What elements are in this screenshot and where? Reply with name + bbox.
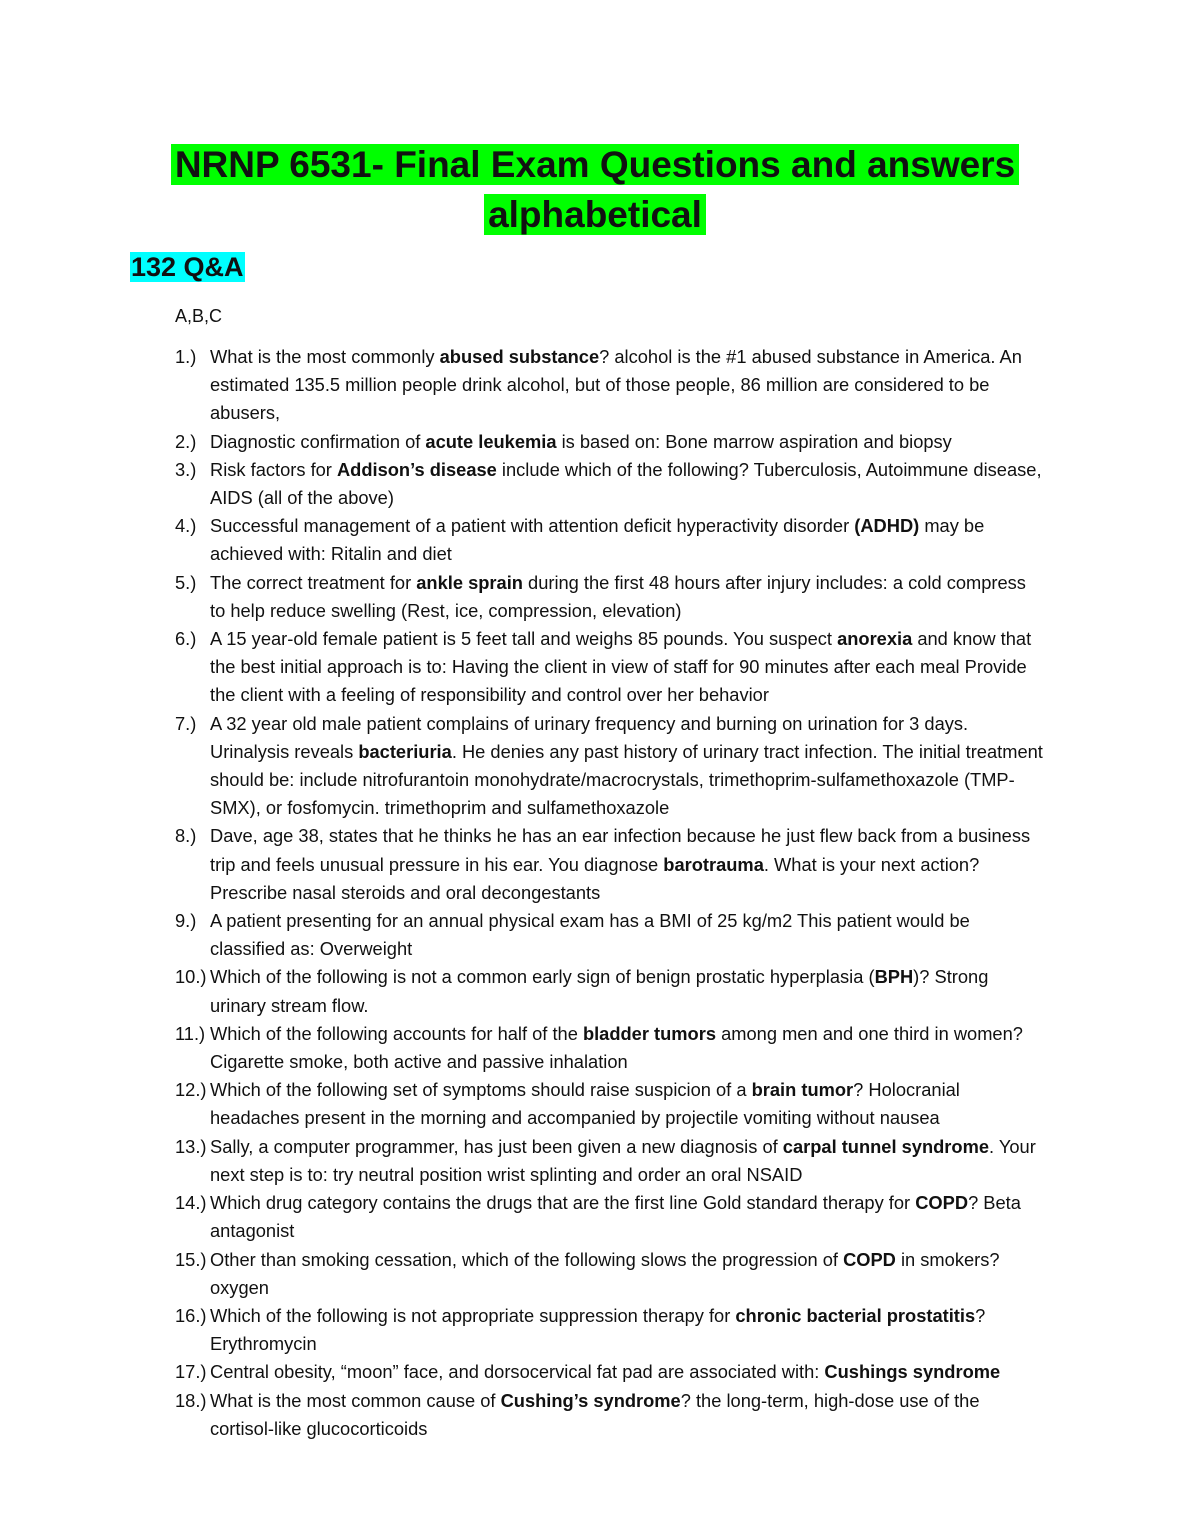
question-text-after: . What is your next action? Prescribe nasal steroids and oral decongestants bbox=[210, 853, 980, 903]
section-letters-label: A,B,C bbox=[175, 306, 223, 326]
question-text-before: What is the most common cause of bbox=[210, 1389, 501, 1411]
question-text-after: in smokers? oxygen bbox=[210, 1248, 1000, 1298]
question-keyword: BPH bbox=[874, 966, 914, 988]
question-text-before: A 32 year old male patient complains of urinary frequency and burning on urination for 3 days. Urinalysis reveals bbox=[210, 712, 969, 762]
question-text bbox=[210, 1361, 1000, 1382]
question-text-before: Which drug category contains the drugs that are the first line Gold standard therapy for bbox=[210, 1192, 916, 1214]
question-text-after: ? alcohol is the #1 abused substance in America. An estimated 135.5 million people drink alcohol, but of those people, 86 million are considered to be abusers, bbox=[210, 346, 1022, 424]
question-item bbox=[0, 428, 1190, 456]
question-text-after: ? Holocranial headaches present in the morning and accompanied by projectile vomiting without nausea bbox=[210, 1079, 960, 1129]
question-number: 3.) bbox=[175, 458, 197, 480]
question-keyword: chronic bacterial prostatitis bbox=[735, 1304, 976, 1326]
question-item bbox=[0, 907, 1190, 963]
question-text-after: ? Erythromycin bbox=[210, 1304, 986, 1355]
question-text bbox=[210, 1023, 1023, 1072]
question-text bbox=[210, 825, 1030, 902]
question-number: 2.) bbox=[175, 430, 197, 452]
question-number: 1.) bbox=[175, 346, 197, 367]
question-item bbox=[0, 1246, 1190, 1302]
question-text-before: The correct treatment for bbox=[210, 571, 417, 593]
question-text-after: ? the long-term, high-dose use of the cortisol-like glucocorticoids bbox=[210, 1389, 980, 1439]
question-number: 9.) bbox=[175, 910, 197, 932]
question-text-before: A patient presenting for an annual physical exam has a BMI of 25 kg/m2 This patient would be classified as: Overweight bbox=[210, 910, 970, 960]
question-number: 17.) bbox=[175, 1361, 207, 1383]
question-text-after: . He denies any past history of urinary tract infection. The initial treatment should be: include nitrofurantoin monohydrate/macrocrystals, trimethoprim-sulfamethoxazole (TMP-SMX), or fosfomycin. trimethoprim and sulfamethoxazole bbox=[210, 740, 1043, 819]
question-text bbox=[210, 1305, 985, 1354]
question-text-after: during the first 48 hours after injury includes: a cold compress to help reduce swelling (Rest, ice, compression, elevation) bbox=[210, 571, 1026, 621]
question-keyword: brain tumor bbox=[751, 1079, 854, 1101]
question-item bbox=[0, 1189, 1190, 1245]
question-number: 15.) bbox=[175, 1248, 207, 1270]
question-text-after: may be achieved with: Ritalin and diet bbox=[210, 515, 985, 565]
question-keyword: bladder tumors bbox=[582, 1022, 717, 1044]
question-number: 4.) bbox=[175, 515, 197, 537]
question-text-before: Central obesity, “moon” face, and dorsocervical fat pad are associated with: bbox=[210, 1361, 825, 1383]
question-item bbox=[0, 1358, 1190, 1386]
question-list bbox=[0, 343, 1190, 1443]
question-text-before: Sally, a computer programmer, has just been given a new diagnosis of bbox=[210, 1135, 783, 1157]
question-text-after: among men and one third in women? Cigarette smoke, both active and passive inhalation bbox=[210, 1022, 1023, 1073]
question-item bbox=[0, 343, 1190, 428]
question-item bbox=[0, 1387, 1190, 1443]
question-keyword: carpal tunnel syndrome bbox=[782, 1135, 990, 1157]
question-text bbox=[210, 515, 984, 564]
question-item bbox=[0, 1133, 1190, 1189]
question-number: 5.) bbox=[175, 571, 197, 593]
question-text bbox=[210, 1249, 1000, 1298]
question-keyword: Addison’s disease bbox=[336, 458, 497, 480]
question-keyword: ankle sprain bbox=[416, 571, 523, 593]
question-keyword: barotrauma bbox=[663, 853, 764, 875]
question-text bbox=[210, 1192, 1021, 1241]
question-count-heading bbox=[130, 250, 245, 284]
question-text-before: What is the most commonly bbox=[210, 346, 440, 367]
question-keyword: COPD bbox=[843, 1248, 896, 1270]
question-text-before: Dave, age 38, states that he thinks he has an ear infection because he just flew back from a business trip and feels unusual pressure in his ear. You diagnose bbox=[210, 825, 1031, 875]
question-item bbox=[0, 1302, 1190, 1358]
question-text bbox=[210, 966, 988, 1015]
question-text bbox=[210, 713, 1043, 819]
question-number: 10.) bbox=[175, 966, 207, 988]
question-keyword: (ADHD) bbox=[854, 515, 920, 537]
question-text-before: Which of the following is not a common early sign of benign prostatic hyperplasia ( bbox=[210, 966, 875, 988]
question-item bbox=[0, 710, 1190, 823]
title-line-2: alphabetical bbox=[484, 194, 706, 235]
question-item bbox=[0, 822, 1190, 907]
question-item bbox=[0, 456, 1190, 512]
question-text-before: Successful management of a patient with attention deficit hyperactivity disorder bbox=[210, 515, 855, 537]
question-number: 7.) bbox=[175, 712, 197, 734]
question-text-after: )? Strong urinary stream flow. bbox=[210, 966, 989, 1016]
question-text-before: Which of the following set of symptoms should raise suspicion of a bbox=[210, 1079, 752, 1101]
question-keyword: Cushing’s syndrome bbox=[500, 1389, 681, 1411]
question-text-after: ? Beta antagonist bbox=[210, 1192, 1021, 1242]
question-keyword: abused substance bbox=[439, 346, 600, 367]
question-text bbox=[210, 910, 970, 959]
question-keyword: COPD bbox=[915, 1192, 969, 1214]
question-number: 18.) bbox=[175, 1389, 207, 1411]
question-item bbox=[0, 512, 1190, 568]
question-text-before: A 15 year-old female patient is 5 feet tall and weighs 85 pounds. You suspect bbox=[210, 628, 838, 650]
question-text-after: is based on: Bone marrow aspiration and biopsy bbox=[556, 430, 952, 452]
question-text-before: Other than smoking cessation, which of the following slows the progression of bbox=[210, 1248, 844, 1270]
question-text bbox=[210, 459, 1042, 508]
question-text-before: Which of the following accounts for half of the bbox=[210, 1022, 583, 1044]
question-text-after: and know that the best initial approach is to: Having the client in view of staff for 90 minutes after each meal Provide the client with a feeling of responsibility and control over her behavior bbox=[210, 628, 1032, 706]
question-text-before: Diagnostic confirmation of bbox=[210, 430, 426, 452]
question-keyword: Cushings syndrome bbox=[824, 1361, 1001, 1383]
question-keyword: anorexia bbox=[837, 628, 913, 650]
question-item bbox=[0, 1076, 1190, 1132]
question-text bbox=[210, 572, 1026, 621]
question-text bbox=[210, 346, 1022, 423]
question-item bbox=[0, 963, 1190, 1019]
question-item bbox=[0, 569, 1190, 625]
question-text-after: include which of the following? Tuberculosis, Autoimmune disease, AIDS (all of the above) bbox=[210, 458, 1042, 509]
question-number: 14.) bbox=[175, 1192, 207, 1214]
question-text-before: Which of the following is not appropriate suppression therapy for bbox=[210, 1304, 736, 1326]
question-number: 6.) bbox=[175, 628, 197, 650]
question-text-before: Risk factors for bbox=[210, 458, 337, 480]
title-line-1: NRNP 6531- Final Exam Questions and answers bbox=[171, 144, 1019, 185]
question-text bbox=[210, 1390, 980, 1439]
question-text bbox=[210, 1136, 1036, 1185]
question-number: 11.) bbox=[175, 1022, 206, 1044]
question-item bbox=[0, 1020, 1190, 1076]
question-number: 16.) bbox=[175, 1304, 207, 1326]
question-text bbox=[210, 628, 1031, 705]
question-text bbox=[210, 1079, 960, 1128]
question-number: 12.) bbox=[175, 1079, 207, 1101]
document-title bbox=[0, 140, 1190, 240]
question-count-label: 132 Q&A bbox=[131, 252, 244, 282]
question-text-after: . Your next step is to: try neutral position wrist splinting and order an oral NSAID bbox=[210, 1135, 1036, 1185]
question-keyword: bacteriuria bbox=[358, 740, 452, 762]
question-number: 8.) bbox=[175, 825, 197, 847]
question-keyword: acute leukemia bbox=[425, 430, 557, 452]
question-text bbox=[210, 431, 952, 452]
question-item bbox=[0, 625, 1190, 710]
question-number: 13.) bbox=[175, 1135, 207, 1157]
